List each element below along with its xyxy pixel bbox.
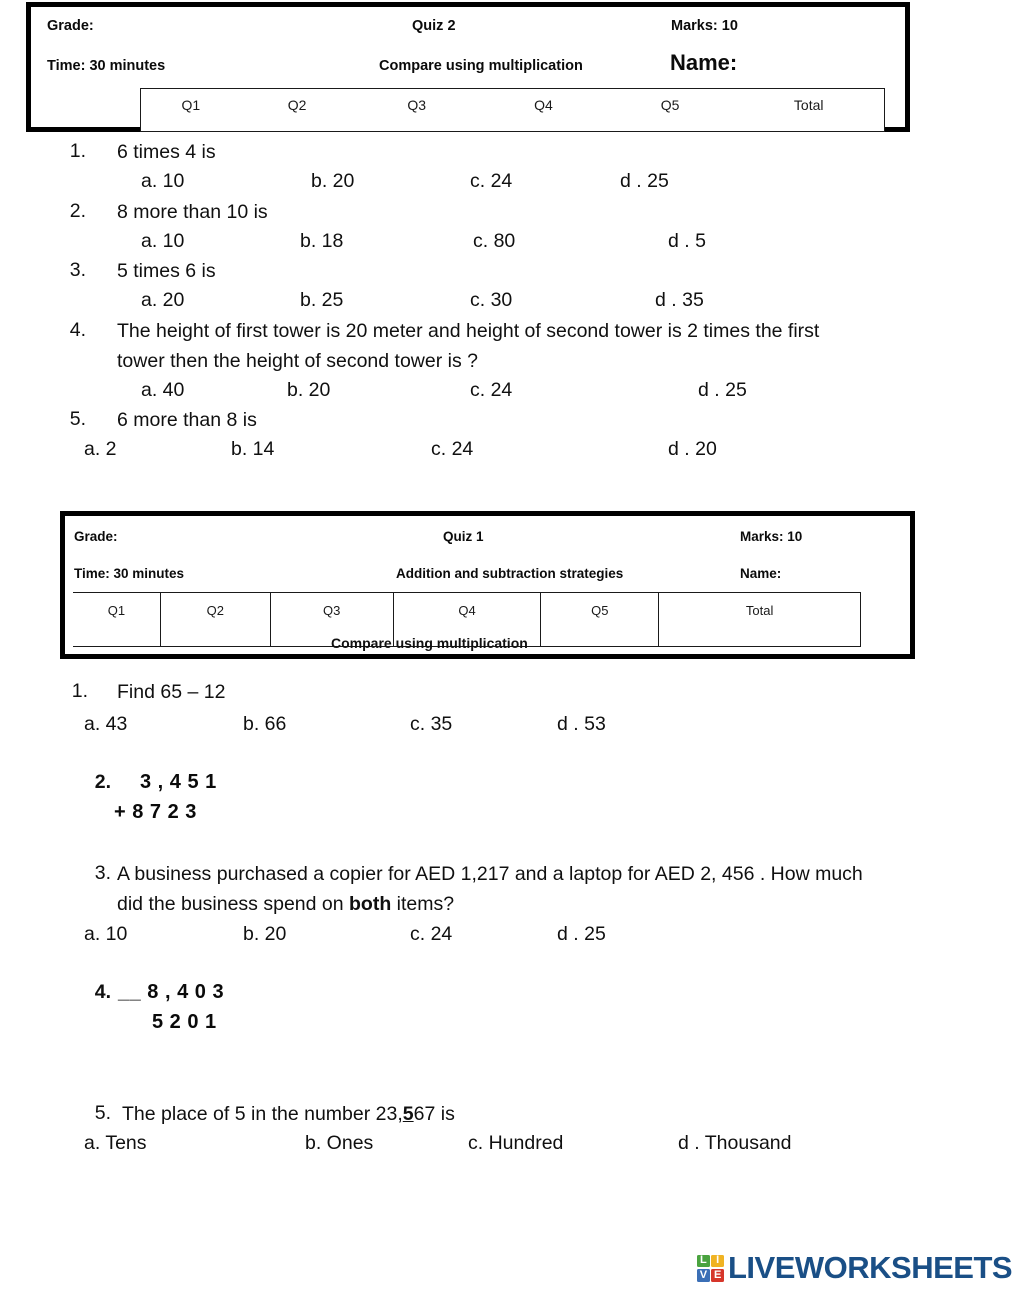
option-c[interactable]: c. 24 — [431, 438, 474, 460]
score-cell-label: Q2 — [287, 97, 307, 113]
option-c[interactable]: c. 80 — [473, 230, 516, 252]
grade-label: Grade: — [47, 18, 94, 34]
time-label: Time: 30 minutes — [74, 566, 185, 581]
subtrahend-line-2: 5 2 0 1 — [152, 1011, 217, 1033]
question-text-part-b: 67 is — [413, 1103, 455, 1125]
score-cell-q1[interactable] — [73, 593, 161, 646]
name-label: Name: — [670, 50, 738, 75]
logo-tile-v: V — [697, 1269, 710, 1282]
score-cell-q4[interactable] — [480, 89, 607, 131]
option-c[interactable]: c. 35 — [410, 713, 453, 735]
score-cell-label: Q4 — [534, 97, 553, 113]
option-c[interactable]: c. 24 — [410, 923, 453, 945]
question-number: 1. — [71, 680, 88, 702]
option-d[interactable]: d . 25 — [698, 379, 747, 401]
score-cell-label: Q1 — [181, 97, 201, 113]
option-b[interactable]: b. 25 — [300, 289, 344, 311]
question-text-emphasis: both — [349, 893, 392, 915]
question-text-emphasis: 5 — [402, 1103, 414, 1125]
option-b[interactable]: b. 20 — [243, 923, 287, 945]
addend-line-2: + 8 7 2 3 — [114, 801, 197, 823]
minuend-line-1: __ 8 , 4 0 3 — [118, 981, 225, 1003]
question-text: 6 more than 8 is — [117, 409, 257, 431]
question-text: 6 times 4 is — [117, 141, 216, 163]
question-text — [122, 1102, 455, 1126]
option-d[interactable]: d . Thousand — [678, 1132, 792, 1154]
option-b[interactable]: b. 66 — [243, 713, 287, 735]
score-cell-label: Total — [745, 603, 774, 618]
question-text-line1: A business purchased a copier for AED 1,217 and a laptop for AED 2, 456 . How much — [117, 863, 863, 885]
score-cell-total[interactable] — [659, 593, 860, 646]
option-a[interactable]: a. Tens — [84, 1132, 147, 1154]
logo-tile-i: I — [711, 1255, 724, 1268]
name-label: Name: — [740, 566, 782, 581]
score-cell-q1[interactable] — [141, 89, 241, 131]
question-number: 4. — [94, 981, 111, 1003]
score-table-quiz2 — [140, 88, 885, 132]
option-a[interactable]: a. 10 — [141, 230, 185, 252]
option-d[interactable]: d . 5 — [668, 230, 706, 252]
question-text: 5 times 6 is — [117, 260, 216, 282]
option-b[interactable]: b. 20 — [311, 170, 355, 192]
option-b[interactable]: b. Ones — [305, 1132, 374, 1154]
grade-label: Grade: — [74, 529, 118, 544]
addend-line-1: 3 , 4 5 1 — [140, 771, 217, 793]
score-cell-label: Total — [793, 97, 824, 113]
option-c[interactable]: c. Hundred — [468, 1132, 564, 1154]
score-cell-label: Q5 — [660, 97, 680, 113]
score-cell-label: Q3 — [323, 603, 341, 618]
quiz-title: Quiz 1 — [443, 529, 484, 544]
question-number: 4. — [69, 319, 86, 341]
option-b[interactable]: b. 18 — [300, 230, 344, 252]
option-d[interactable]: d . 20 — [668, 438, 717, 460]
score-cell-label: Q1 — [107, 603, 126, 618]
quiz-title: Quiz 2 — [412, 18, 456, 34]
question-number: 5. — [69, 408, 86, 430]
option-a[interactable]: a. 2 — [84, 438, 117, 460]
question-text: Find 65 – 12 — [117, 681, 226, 703]
question-text-line2 — [117, 892, 454, 916]
question-text-line1: The height of first tower is 20 meter and height of second tower is 2 times the first — [117, 320, 820, 342]
score-cell-total[interactable] — [733, 89, 884, 131]
score-cell-q5[interactable] — [607, 89, 734, 131]
score-cell-q3[interactable] — [353, 89, 480, 131]
question-number: 3. — [94, 862, 111, 884]
question-number: 2. — [94, 771, 111, 793]
option-d[interactable]: d . 25 — [620, 170, 669, 192]
score-cell-q2[interactable] — [241, 89, 354, 131]
question-text-part-a: did the business spend on — [117, 893, 350, 915]
option-c[interactable]: c. 24 — [470, 379, 513, 401]
option-c[interactable]: c. 30 — [470, 289, 513, 311]
logo-tile-e: E — [711, 1269, 724, 1282]
score-cell-label: Q3 — [407, 97, 427, 113]
time-label: Time: 30 minutes — [47, 58, 166, 74]
question-number: 1. — [69, 140, 86, 162]
marks-label: Marks: 10 — [671, 18, 738, 34]
score-cell-label: Q5 — [591, 603, 609, 618]
clipped-text-content: Compare using multiplication — [331, 635, 528, 651]
option-b[interactable]: b. 20 — [287, 379, 331, 401]
liveworksheets-mark-icon — [697, 1255, 724, 1282]
option-c[interactable]: c. 24 — [470, 170, 513, 192]
question-number: 5. — [94, 1102, 111, 1124]
option-d[interactable]: d . 35 — [655, 289, 704, 311]
option-a[interactable]: a. 40 — [141, 379, 185, 401]
question-text: 8 more than 10 is — [117, 201, 268, 223]
clipped-overflow-text — [60, 635, 915, 656]
question-number: 2. — [69, 200, 86, 222]
question-number: 3. — [69, 259, 86, 281]
option-a[interactable]: a. 43 — [84, 713, 128, 735]
question-text-line2: tower then the height of second tower is ? — [117, 350, 478, 372]
option-a[interactable]: a. 10 — [141, 170, 185, 192]
question-text-part-a: The place of 5 in the number 23, — [122, 1103, 403, 1125]
option-a[interactable]: a. 20 — [141, 289, 185, 311]
score-cell-label: Q2 — [206, 603, 224, 618]
quiz2-header-box — [26, 2, 910, 132]
score-cell-label: Q4 — [458, 603, 476, 618]
marks-label: Marks: 10 — [740, 529, 803, 544]
liveworksheets-logo[interactable] — [697, 1250, 1012, 1286]
question-text-part-b: items? — [391, 893, 455, 915]
score-cell-q2[interactable] — [161, 593, 271, 646]
liveworksheets-wordmark: LIVEWORKSHEETS — [728, 1250, 1012, 1285]
option-d[interactable]: d . 25 — [557, 923, 606, 945]
topic-label: Addition and subtraction strategies — [396, 566, 624, 581]
option-a[interactable]: a. 10 — [84, 923, 128, 945]
option-b[interactable]: b. 14 — [231, 438, 275, 460]
topic-label: Compare using multiplication — [379, 58, 583, 74]
logo-tile-l: L — [697, 1255, 710, 1268]
option-d[interactable]: d . 53 — [557, 713, 606, 735]
score-cell-q5[interactable] — [541, 593, 659, 646]
